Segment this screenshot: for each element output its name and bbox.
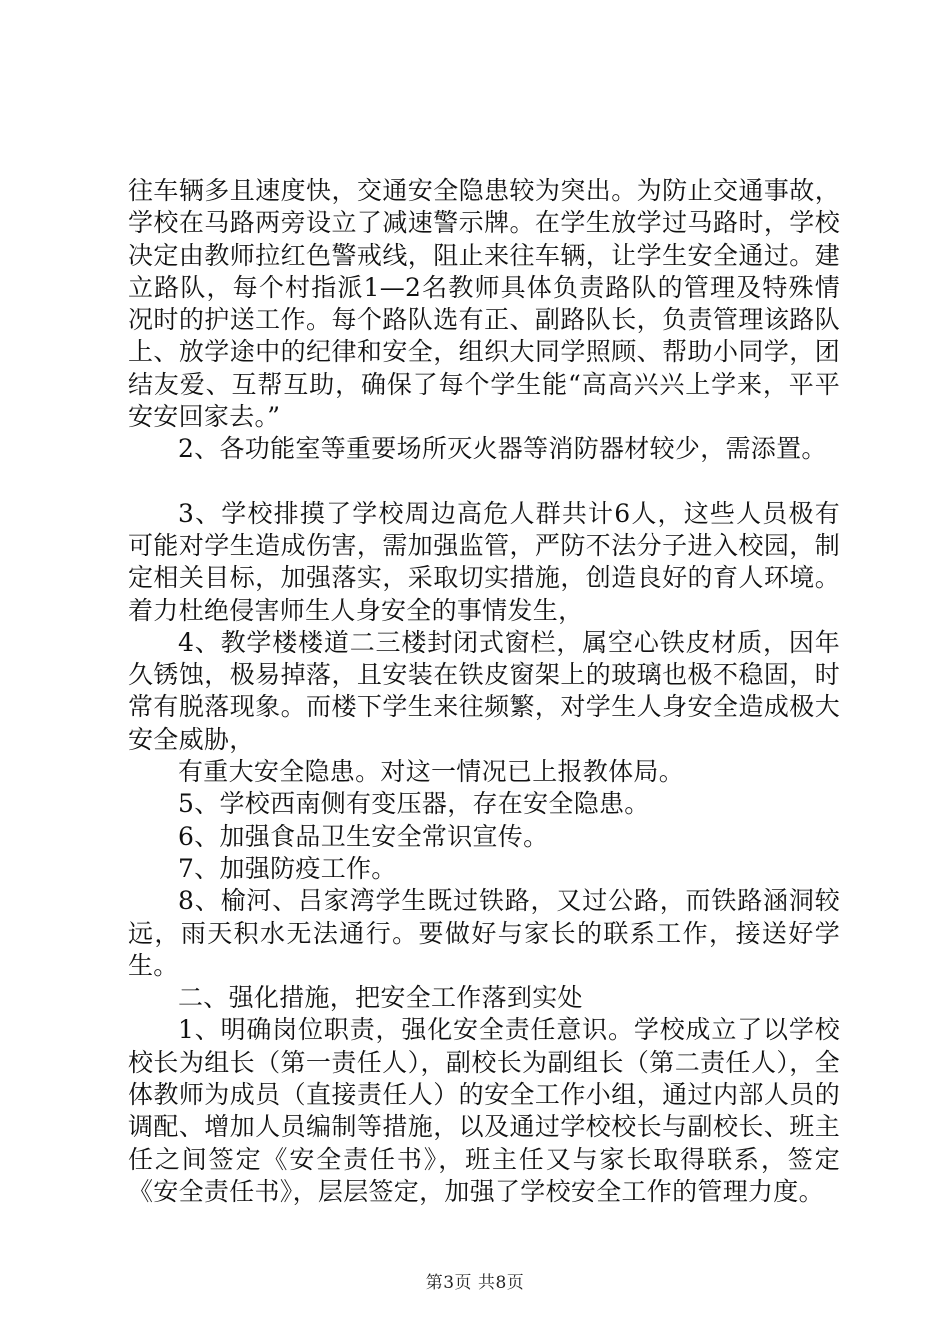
paragraph-item-7: 7、加强防疫工作。 <box>178 853 397 883</box>
paragraph-item-4-cont: 有重大安全隐患。对这一情况已上报教体局。 <box>178 757 685 787</box>
paragraph-item-2: 2、各功能室等重要场所灭火器等消防器材较少，需添置。 <box>178 434 827 464</box>
body-text <box>128 175 840 1208</box>
page-indicator: 第3页 共8页 <box>425 1273 525 1293</box>
paragraph-item-6: 6、加强食品卫生安全常识宣传。 <box>178 821 549 851</box>
paragraph-item-8: 8、榆河、吕家湾学生既过铁路，又过公路，而铁路涵洞较远，雨天积水无法通行。要做好与家长的联系工作，接送好学生。 <box>128 886 840 980</box>
paragraph-section-2-item-1: 1、明确岗位职责，强化安全责任意识。学校成立了以学校校长为组长（第一责任人），副校长为副组长（第二责任人），全体教师为成员（直接责任人）的安全工作小组，通过内部人员的调配、增加人员编制等措施，以及通过学校校长与副校长、班主任之间签定《安全责任书》，班主任又与家长取得联系，签定《安全责任书》，层层签定，加强了学校安全工作的管理力度。 <box>128 1015 840 1206</box>
page-footer <box>0 1272 950 1294</box>
section-heading-2: 二、强化措施，把安全工作落到实处 <box>178 983 583 1013</box>
paragraph-item-4: 4、教学楼楼道二三楼封闭式窗栏，属空心铁皮材质，因年久锈蚀，极易掉落，且安装在铁皮窗架上的玻璃也极不稳固，时常有脱落现象。而楼下学生来往频繁，对学生人身安全造成极大安全威胁， <box>128 627 840 754</box>
paragraph-traffic-safety: 往车辆多且速度快，交通安全隐患较为突出。为防止交通事故，学校在马路两旁设立了减速警示牌。在学生放学过马路时，学校决定由教师拉红色警戒线，阻止来往车辆，让学生安全通过。建立路队，每个村指派1—2名教师具体负责路队的管理及特殊情况时的护送工作。每个路队选有正、副路队长，负责管理该路队上、放学途中的纪律和安全，组织大同学照顾、帮助小同学，团结友爱、互帮互助，确保了每个学生能“高高兴兴上学来，平平安安回家去。” <box>128 176 840 432</box>
paragraph-item-5: 5、学校西南侧有变压器，存在安全隐患。 <box>178 789 650 819</box>
paragraph-item-3: 3、学校排摸了学校周边高危人群共计6人，这些人员极有可能对学生造成伤害，需加强监管，严防不法分子进入校园，制定相关目标，加强落实，采取切实措施，创造良好的育人环境。着力杜绝侵害师生人身安全的事情发生， <box>128 498 840 625</box>
